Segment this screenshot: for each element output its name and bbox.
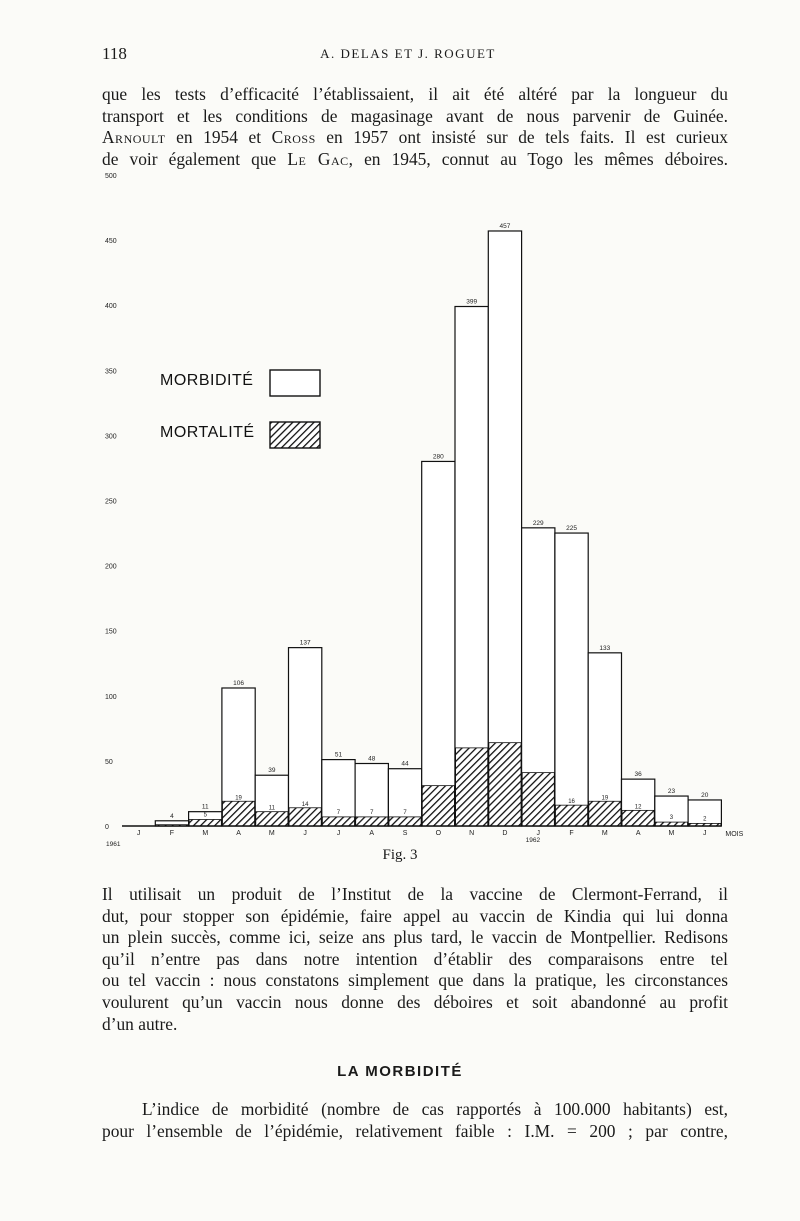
mortality-bar xyxy=(223,801,255,826)
mortality-value-label: 11 xyxy=(268,805,275,812)
mortality-bar xyxy=(589,801,621,826)
mortality-bar xyxy=(356,817,388,826)
mortality-bar xyxy=(422,786,454,826)
mortality-value-label: 16 xyxy=(568,799,575,806)
x-tick-label: J xyxy=(303,830,307,837)
y-tick-label: 50 xyxy=(105,758,113,766)
section-heading: LA MORBIDITÉ xyxy=(337,1063,463,1080)
x-tick-label: M xyxy=(601,830,608,837)
y-tick-label: 450 xyxy=(105,238,117,246)
paragraph-line: ou tel vaccin : nous constatons simplement que dans la pratique, les circonstances xyxy=(102,970,728,991)
text-fragment: , en 1945, connut au Togo les mêmes déboires. xyxy=(348,148,729,169)
mortality-value-label: 19 xyxy=(601,795,609,802)
x-tick-label: A xyxy=(635,830,641,837)
x-tick-label: S xyxy=(402,830,408,837)
mortality-value-label: 14 xyxy=(301,801,309,808)
text-fragment: en 1957 ont insisté sur de tels faits. Il est curieux xyxy=(315,127,728,148)
mortality-value-label: 7 xyxy=(370,809,374,816)
mortality-bar xyxy=(322,817,354,826)
paragraph-line: qu’il n’entre pas dans notre intention d’établir des comparaisons entre tel xyxy=(102,948,728,969)
x-tick-label: D xyxy=(502,830,508,837)
morbidity-bar xyxy=(655,796,688,826)
mortality-value-label: 64 xyxy=(501,736,509,743)
y-axis xyxy=(105,173,117,831)
bar-series xyxy=(155,223,721,826)
mortality-bar xyxy=(189,819,221,826)
mortality-value-label: 7 xyxy=(403,809,407,816)
morbidity-value-label: 39 xyxy=(268,767,276,775)
legend-swatch-mortalite xyxy=(270,422,320,448)
morbidity-bar xyxy=(555,533,588,826)
mortality-value-label: 12 xyxy=(634,804,642,811)
text-fragment: en 1954 et xyxy=(165,127,272,148)
morbidity-value-label: 36 xyxy=(634,771,642,779)
morbidity-value-label: 106 xyxy=(233,679,244,687)
mortality-value-label: 41 xyxy=(534,766,542,773)
author-name-le-gac: Le Gac xyxy=(287,148,349,169)
mortality-bar xyxy=(389,817,421,826)
figure-caption: Fig. 3 xyxy=(382,847,418,863)
mortality-bar xyxy=(456,748,488,826)
mortality-bar xyxy=(522,773,554,826)
mortality-bar xyxy=(622,810,654,826)
author-name-cross: Cross xyxy=(271,127,316,148)
y-tick-label: 250 xyxy=(105,498,117,506)
morbidity-bar xyxy=(289,648,322,826)
page-number: 118 xyxy=(102,44,127,63)
page-header xyxy=(102,44,714,68)
mortality-value-label: 31 xyxy=(435,779,442,786)
x-tick-label: F xyxy=(569,830,574,837)
mortality-bar xyxy=(489,743,521,826)
morbidity-value-label: 20 xyxy=(701,791,709,799)
legend-label-mortalite: MORTALITÉ xyxy=(160,424,255,441)
paragraph-intro xyxy=(102,84,728,170)
y-tick-label: 200 xyxy=(105,563,117,571)
x-tick-label: N xyxy=(469,830,475,837)
legend-label-morbidite: MORBIDITÉ xyxy=(160,372,254,389)
y-tick-label: 300 xyxy=(105,433,117,441)
mortality-value-label: 5 xyxy=(203,812,207,819)
paragraph-line: pour l’ensemble de l’épidémie, relativement faible : I.M. = 200 ; par contre, xyxy=(102,1120,728,1141)
paragraph-line: un plein succès, comme ici, seize ans plus tard, le vaccin de Montpellier. Redisons xyxy=(102,927,728,948)
paragraph-line: voulurent qu’un vaccin nous donne des déboires et soit abandonné au profit xyxy=(102,991,728,1012)
mortality-bar xyxy=(289,808,321,826)
author-name-arnoult: Arnoult xyxy=(102,127,166,148)
mortality-value-label: 2 xyxy=(703,816,707,823)
bar-chart-figure xyxy=(0,160,800,850)
morbidity-value-label: 51 xyxy=(334,751,343,759)
morbidity-value-label: 229 xyxy=(532,519,544,527)
x-axis xyxy=(106,826,744,848)
paragraph-line: d’un autre. xyxy=(102,1013,178,1034)
running-head: A. DELAS ET J. ROGUET xyxy=(320,46,496,61)
x-tick-label: F xyxy=(169,830,175,837)
x-tick-label: J xyxy=(536,830,540,837)
y-tick-label: 350 xyxy=(105,368,117,376)
morbidity-value-label: 44 xyxy=(401,760,409,768)
morbidity-value-label: 280 xyxy=(432,453,444,461)
paragraph-line: que les tests d’efficacité l’établissaient, il ait été altéré par la longueur du xyxy=(102,84,728,104)
text-fragment: de voir également que xyxy=(102,148,288,169)
paragraph-morbidity xyxy=(102,1099,728,1142)
morbidity-value-label: 48 xyxy=(368,755,376,763)
morbidity-value-label: 225 xyxy=(566,525,577,533)
morbidity-value-label: 23 xyxy=(667,788,676,796)
mortality-bar xyxy=(256,812,288,826)
x-axis-title: MOIS xyxy=(725,831,744,838)
morbidity-value-label: 137 xyxy=(299,639,311,647)
morbidity-value-label: 4 xyxy=(170,812,174,820)
legend-swatch-morbidite xyxy=(270,370,320,396)
y-tick-label: 0 xyxy=(105,824,109,831)
chart-legend xyxy=(160,370,320,448)
x-tick-label: M xyxy=(202,830,209,837)
mortality-value-label: 60 xyxy=(468,741,475,748)
mortality-value-label: 7 xyxy=(336,809,341,816)
x-tick-label: O xyxy=(435,830,442,837)
paragraph-line: L’indice de morbidité (nombre de cas rapportés à 100.000 habitants) est, xyxy=(142,1099,728,1119)
y-tick-label: 150 xyxy=(105,628,117,636)
paragraph-line: transport et les conditions de magasinage avant de nous parvenir de Guinée. xyxy=(102,105,728,126)
morbidity-bar xyxy=(422,461,455,826)
y-tick-label: 500 xyxy=(105,173,117,180)
morbidity-value-label: 11 xyxy=(201,803,209,811)
x-tick-label: J xyxy=(136,830,141,837)
paragraph-vaccine xyxy=(102,884,728,1035)
x-tick-label: M xyxy=(268,830,275,837)
x-tick-label: A xyxy=(236,830,241,837)
morbidity-value-label: 457 xyxy=(499,222,511,230)
year-label-start: 1961 xyxy=(106,841,121,848)
y-tick-label: 400 xyxy=(105,303,117,311)
year-label-end: 1962 xyxy=(525,837,541,844)
x-tick-label: M xyxy=(668,830,675,837)
x-tick-label: A xyxy=(369,830,375,837)
mortality-value-label: 19 xyxy=(235,795,242,802)
x-tick-label: J xyxy=(703,830,707,837)
x-tick-label: J xyxy=(336,830,341,837)
paragraph-line xyxy=(102,127,728,149)
morbidity-value-label: 399 xyxy=(466,298,478,306)
morbidity-bar xyxy=(322,760,355,826)
mortality-bar xyxy=(556,805,588,826)
mortality-value-label: 3 xyxy=(669,815,674,822)
paragraph-line: dut, pour stopper son épidémie, faire appel au vaccin de Kindia qui lui donna xyxy=(102,905,728,926)
paragraph-line: Il utilisait un produit de l’Institut de la vaccine de Clermont-Ferrand, il xyxy=(102,884,728,904)
y-tick-label: 100 xyxy=(105,693,117,701)
morbidity-value-label: 133 xyxy=(599,644,611,652)
